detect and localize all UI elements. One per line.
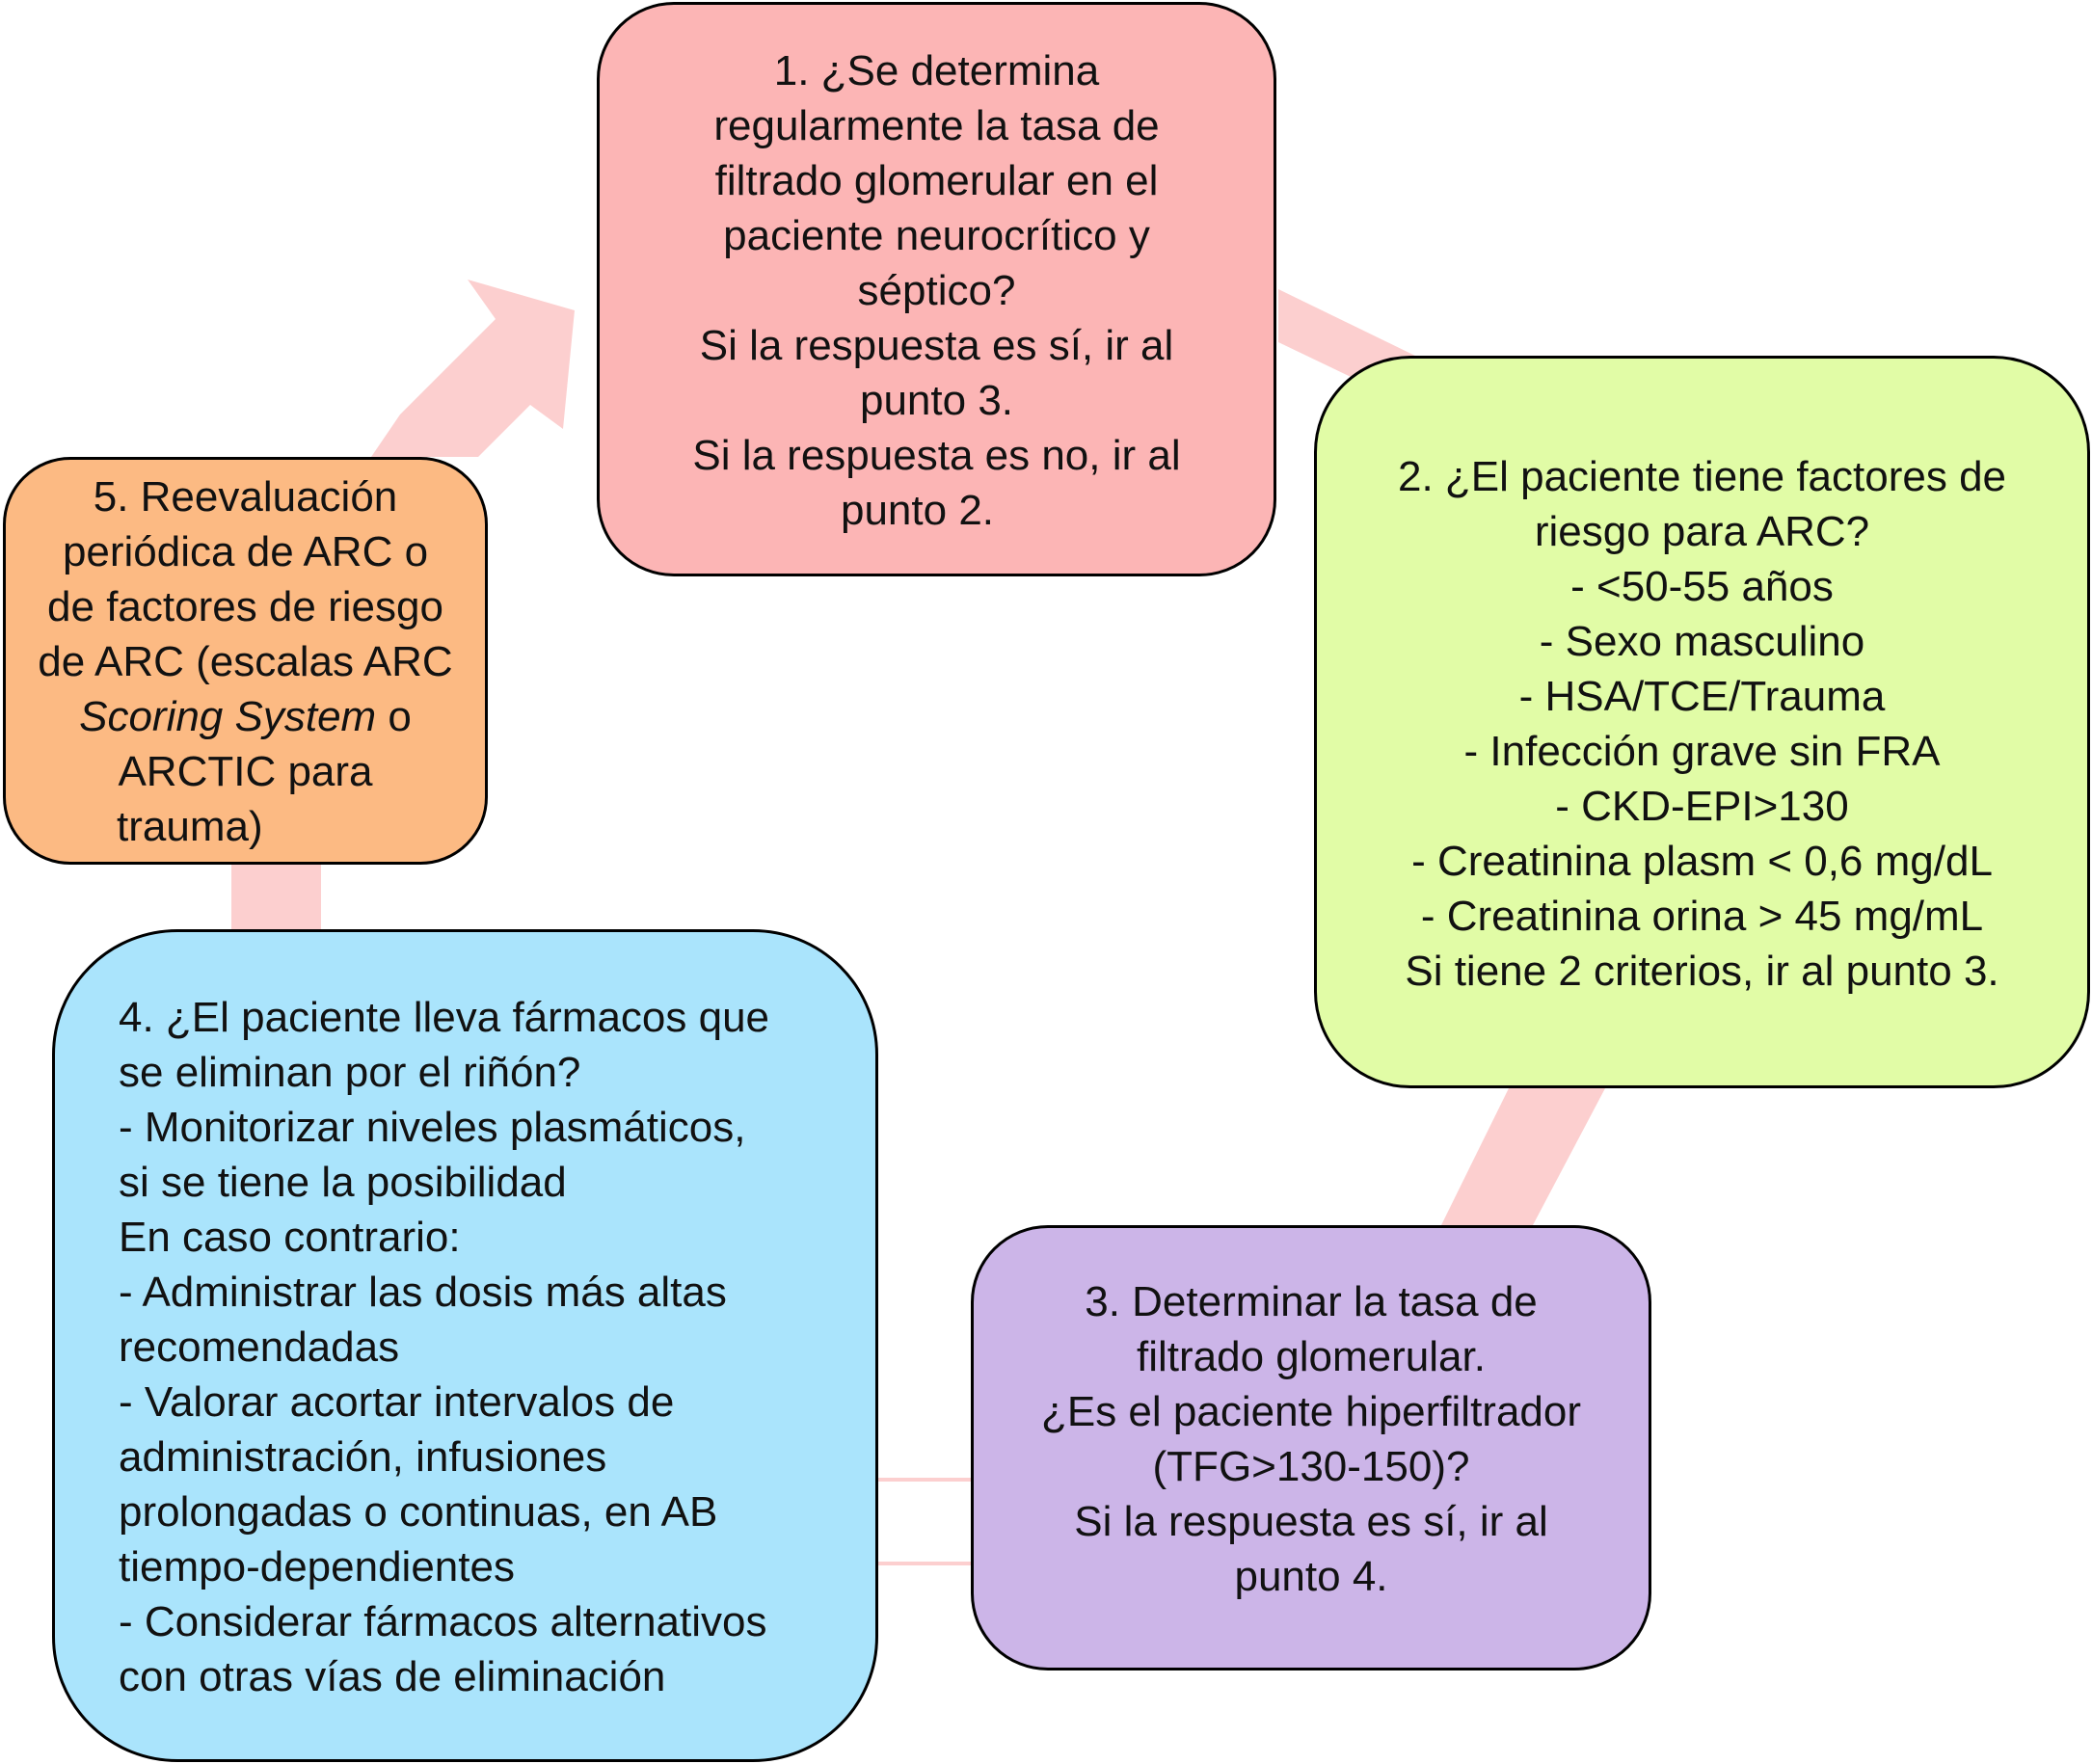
node-4-renal-drugs: [52, 929, 878, 1762]
node-1-line: filtrado glomerular en el: [714, 157, 1159, 204]
node-2-line: - Infección grave sin FRA: [1463, 728, 1941, 775]
node-5-line: ARCTIC para: [118, 748, 373, 795]
connector-5-to-1-arrow: [371, 280, 575, 457]
node-2-line: - Creatinina orina > 45 mg/mL: [1420, 893, 1984, 940]
node-4-line: se eliminan por el riñón?: [119, 1049, 581, 1096]
node-3-determine-gfr: [971, 1225, 1651, 1670]
node-3-line: Si la respuesta es sí, ir al: [1074, 1498, 1548, 1545]
node-3-line: punto 4.: [1234, 1553, 1388, 1600]
node-5-line-italic: [6, 689, 485, 744]
node-4-line: administración, infusiones: [119, 1433, 607, 1481]
connector-4-to-5: [231, 865, 321, 929]
node-5-line: 5. Reevaluación: [93, 473, 398, 521]
node-4-line: - Administrar las dosis más altas: [119, 1269, 727, 1316]
node-1-line: punto 2.: [840, 487, 995, 534]
node-2-line: - <50-55 años: [1570, 563, 1834, 610]
node-2-line: 2. ¿El paciente tiene factores de: [1397, 453, 2007, 500]
node-3-line: (TFG>130-150)?: [1152, 1443, 1470, 1490]
node-2-line: - Sexo masculino: [1539, 618, 1865, 665]
node-4-line: - Valorar acortar intervalos de: [119, 1378, 675, 1426]
node-5-reevaluation: [3, 457, 488, 865]
node-1-line: 1. ¿Se determina: [773, 47, 1100, 94]
node-5-line: trauma): [117, 803, 263, 850]
node-2-line: - CKD-EPI>130: [1555, 783, 1849, 830]
node-4-line: con otras vías de eliminación: [119, 1653, 666, 1700]
node-2-line: Si tiene 2 criterios, ir al punto 3.: [1405, 948, 1999, 995]
node-3-line: filtrado glomerular.: [1137, 1333, 1486, 1380]
node-5-line: periódica de ARC o: [62, 528, 429, 575]
node-4-line: 4. ¿El paciente lleva fármacos que: [119, 994, 770, 1041]
node-3-line: 3. Determinar la tasa de: [1085, 1278, 1538, 1325]
node-1-line: Si la respuesta es sí, ir al: [699, 322, 1174, 369]
node-2-risk-factors: [1314, 356, 2090, 1088]
node-3-line: ¿Es el paciente hiperfiltrador: [1040, 1388, 1582, 1435]
node-4-line: recomendadas: [119, 1323, 400, 1371]
node-4-line: tiempo-dependientes: [119, 1543, 515, 1590]
node-5-line: de ARC (escalas ARC: [38, 638, 453, 685]
node-4-line: - Considerar fármacos alternativos: [119, 1598, 767, 1645]
node-4-line: En caso contrario:: [119, 1214, 461, 1261]
node-2-line: riesgo para ARC?: [1534, 508, 1870, 555]
node-1-line: punto 3.: [859, 377, 1014, 424]
node-1-check-gfr: [597, 2, 1276, 576]
node-5-italic-term: Scoring System: [79, 693, 377, 740]
node-1-line: paciente neurocrítico y: [723, 212, 1150, 259]
node-4-line: si se tiene la posibilidad: [119, 1159, 567, 1206]
node-5-line: de factores de riesgo: [47, 583, 443, 630]
node-1-line: regularmente la tasa de: [713, 102, 1160, 149]
connector-2-to-3: [1441, 1088, 1605, 1225]
node-4-line: prolongadas o continuas, en AB: [119, 1488, 718, 1536]
node-1-line: Si la respuesta es no, ir al: [692, 432, 1181, 479]
node-1-line: séptico?: [857, 267, 1016, 314]
node-5-after-italic: o: [376, 693, 412, 740]
node-4-line: - Monitorizar niveles plasmáticos,: [119, 1104, 746, 1151]
node-2-line: - Creatinina plasm < 0,6 mg/dL: [1411, 838, 1993, 885]
node-2-line: - HSA/TCE/Trauma: [1518, 673, 1886, 720]
